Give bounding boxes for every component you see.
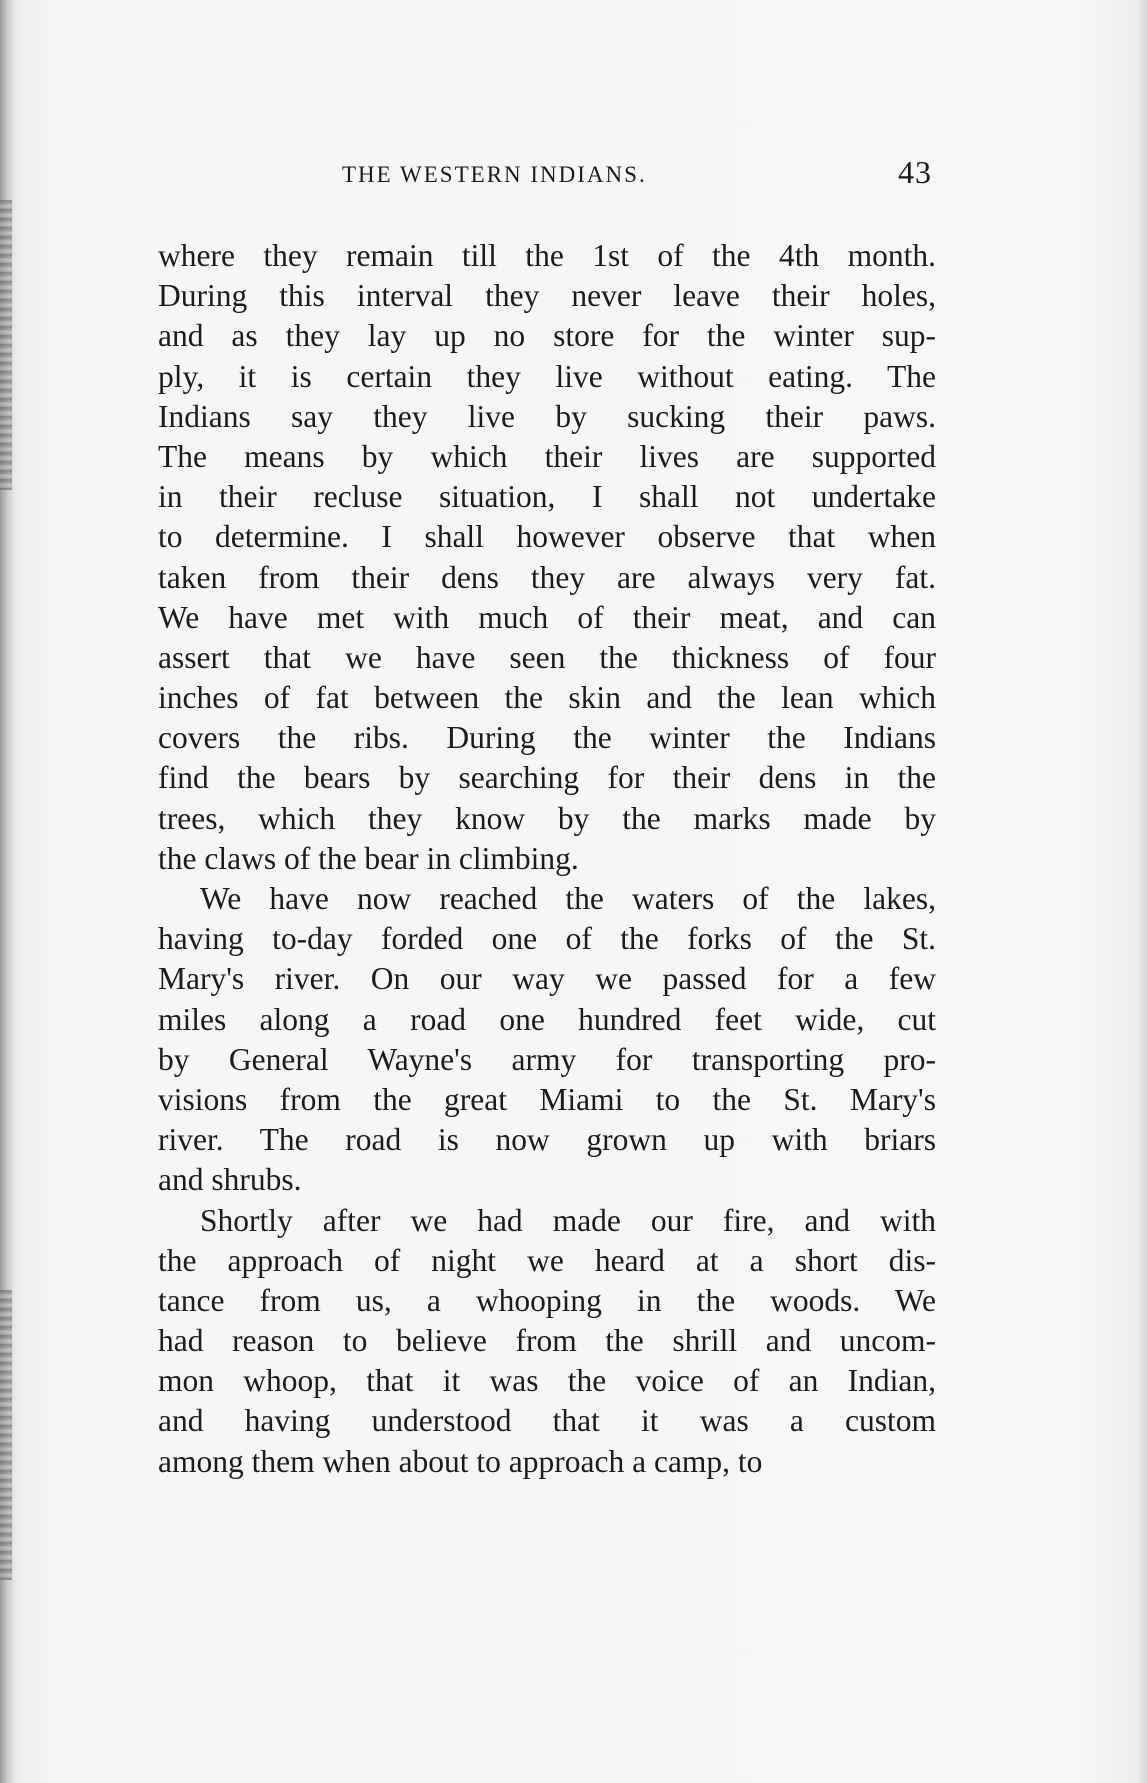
text-line: assert that we have seen the thickness of four [158,639,936,675]
text-line: and having understood that it was a custom [158,1403,936,1439]
text-line: river. The road is now grown up with briars [158,1122,936,1158]
text-line: taken from their dens they are always very fat. [158,559,936,595]
text-line: The means by which their lives are supported [158,438,936,474]
text-line: We have now reached the waters of the lakes, [200,881,936,916]
text-line: find the bears by searching for their dens in the [158,760,936,796]
text-line: by General Wayne's army for transporting pro- [158,1041,936,1077]
text-line: inches of fat between the skin and the lean which [158,680,936,716]
text-line: to determine. I shall however observe that when [158,519,936,555]
page-number: 43 [898,154,932,190]
page-edge-shadow [1137,0,1147,1783]
text-line: miles along a road one hundred feet wide, cut [158,1001,936,1037]
page-header [158,150,938,190]
text-line: trees, which they know by the marks made by [158,800,936,836]
text-line: We have met with much of their meat, and can [158,599,936,635]
binding-thread [0,200,12,490]
text-line: the claws of the bear in climbing. [158,840,579,876]
text-line: had reason to believe from the shrill and uncom- [158,1323,936,1359]
text-line: visions from the great Miami to the St. Mary's [158,1081,936,1117]
paragraph [158,236,936,879]
body-text [158,236,936,1482]
text-line: Mary's river. On our way we passed for a few [158,961,936,997]
text-line: tance from us, a whooping in the woods. We [158,1282,936,1318]
paragraph [158,879,936,1201]
paragraph [158,1201,936,1482]
text-line: and shrubs. [158,1162,302,1198]
text-line: among them when about to approach a camp, to [158,1443,763,1479]
text-line: having to-day forded one of the forks of the St. [158,921,936,957]
text-line: where they remain till the 1st of the 4th month. [158,238,936,273]
text-line: and as they lay up no store for the winter sup- [158,318,936,354]
text-line: covers the ribs. During the winter the Indians [158,720,936,756]
text-line: the approach of night we heard at a short dis- [158,1242,936,1278]
text-line: During this interval they never leave their holes, [158,278,936,314]
text-line: mon whoop, that it was the voice of an Indian, [158,1363,936,1399]
text-line: ply, it is certain they live without eating. The [158,358,936,394]
running-head: THE WESTERN INDIANS. [342,162,647,187]
text-line: Indians say they live by sucking their paws. [158,398,936,434]
text-line: in their recluse situation, I shall not undertake [158,479,936,515]
binding-thread [0,1290,12,1580]
text-line: Shortly after we had made our fire, and with [200,1202,936,1238]
